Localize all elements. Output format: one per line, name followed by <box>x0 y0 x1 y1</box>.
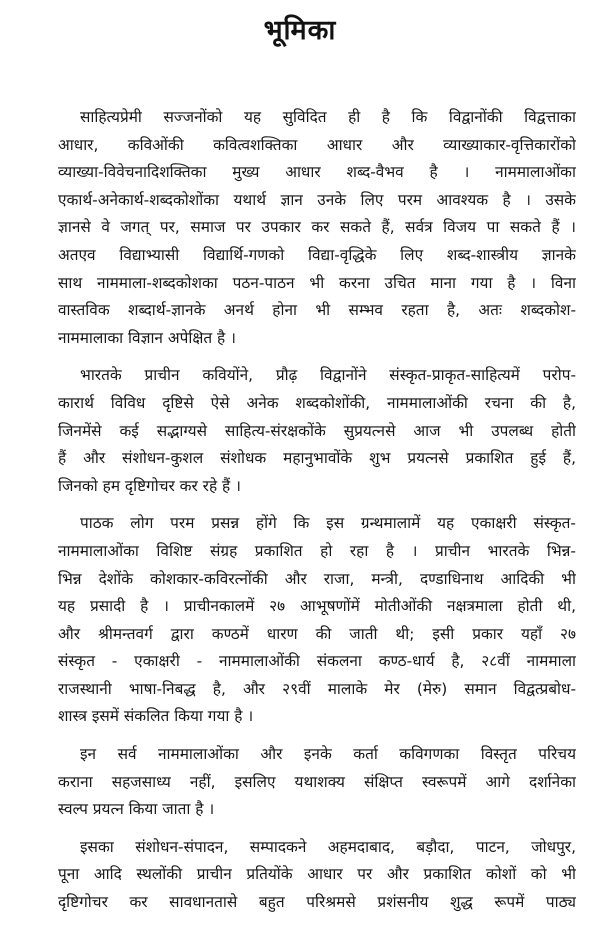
text-line: अतएव विद्याभ्यासी विद्यार्थि-गणको विद्या-वृद्धिके लिए शब्द-शास्त्रीय ज्ञानके <box>58 245 576 264</box>
text-line: पूना आदि स्थलोंकी प्राचीन प्रतियोंके आधार पर और प्रकाशित कोशों को भी <box>58 865 576 884</box>
text-line: संस्कृत - एकाक्षरी - नाममालाओंकी संकलना कण्ठ-धार्य है, २८वीं नाममाला <box>58 652 576 671</box>
text-line: साहित्यप्रेमी सज्जनोंको यह सुविदित ही है कि विद्वानोंकी विद्वत्ताका <box>80 108 576 126</box>
text-line: इन सर्व नाममालाओंका और इनके कर्ता कविगणका विस्तृत परिचय <box>80 745 576 764</box>
paragraph-4 <box>58 741 576 824</box>
text-line: राजस्थानी भाषा-निबद्ध है, और २९वीं मालाके मेर (मेरु) समान विद्वत्प्रबोध- <box>58 679 576 698</box>
text-line: कारार्थ विविध दृष्टिसे ऐसे अनेक शब्दकोशोंकी, नाममालाओंकी रचना की है, <box>58 393 576 412</box>
text-line: भारतके प्राचीन कवियोंने, प्रौढ़ विद्वानोंने संस्कृत-प्राकृत-साहित्यमें परोप- <box>80 366 576 385</box>
paragraph-1 <box>58 104 576 352</box>
text-line: नाममालाओंका विशिष्ट संग्रह प्रकाशित हो रहा है । प्राचीन भारतके भिन्न- <box>58 541 576 560</box>
text-line: इसका संशोधन-संपादन, सम्पादकने अहमदाबाद, बड़ौदा, पाटन, जोधपुर, <box>80 837 576 856</box>
text-line: साथ नाममाला-शब्दकोशका पठन-पाठन भी करना उचित माना गया है । विना <box>58 273 576 292</box>
text-line: व्याख्या-विवेचनादिशक्तिका मुख्य आधार शब्द-वैभव है । नाममालाओंका <box>58 163 576 182</box>
text-line: ज्ञानसे वे जगत् पर, समाज पर उपकार कर सकते हैं, सर्वत्र विजय पा सकते हैं । <box>58 218 576 237</box>
text-line: हैं और संशोधन-कुशल संशोधक महानुभावोंके शुभ प्रयत्नसे प्रकाशित हुई हैं, <box>58 449 576 468</box>
text-line: दृष्टिगोचर कर सावधानतासे बहुत परिश्रमसे प्रशंसनीय शुद्ध रूपमें पाठ्य <box>58 893 576 912</box>
text-line: आधार, कविओंकी कवित्वशक्तिका आधार और व्याख्याकार-वृत्तिकारोंको <box>58 135 576 154</box>
text-line: भिन्न देशोंके कोशकार-कविरत्नोंकी और राजा, मन्त्री, दण्डाधिनाथ आदिकी भी <box>58 569 576 588</box>
paragraph-3 <box>58 510 576 731</box>
text-line: और श्रीमन्तवर्ग द्वारा कण्ठमें धारण की जाती थी; इसी प्रकार यहाँ २७ <box>58 624 576 643</box>
text-line: स्वल्प प्रयत्न किया जाता है । <box>58 800 215 819</box>
text-line: जिनको हम दृष्टिगोचर कर रहे हैं । <box>58 476 241 495</box>
text-line: एकार्थ-अनेकार्थ-शब्दकोशोंका यथार्थ ज्ञान उनके लिए परम आवश्यक है । उसके <box>58 190 576 209</box>
text-line: यह प्रसादी है । प्राचीनकालमें २७ आभूषणोंमें मोतीओंकी नक्षत्रमाला होती थी, <box>58 597 576 616</box>
text-line: कराना सहजसाध्य नहीं, इसलिए यथाशक्य संक्षिप्त स्वरूपमें आगे दर्शानेका <box>58 772 576 791</box>
text-line: वास्तविक शब्दार्थ-ज्ञानके अनर्थ होना भी सम्भव रहता है, अतः शब्दकोश- <box>58 301 576 320</box>
text-line: पाठक लोग परम प्रसन्न होंगे कि इस ग्रन्थमालामें यह एकाक्षरी संस्कृत- <box>80 514 576 533</box>
body-text <box>58 104 576 927</box>
text-line: जिनमेंसे कई सद्भाग्यसे साहित्य-संरक्षकोंके सुप्रयत्नसे आज भी उपलब्ध होती <box>58 421 576 440</box>
paragraph-5 <box>58 834 576 917</box>
paragraph-2 <box>58 362 576 500</box>
page-title: भूमिका <box>263 15 337 46</box>
text-line: शास्त्र इसमें संकलित किया गया है । <box>58 707 254 726</box>
text-line: नाममालाका विज्ञान अपेक्षित है । <box>58 328 236 347</box>
